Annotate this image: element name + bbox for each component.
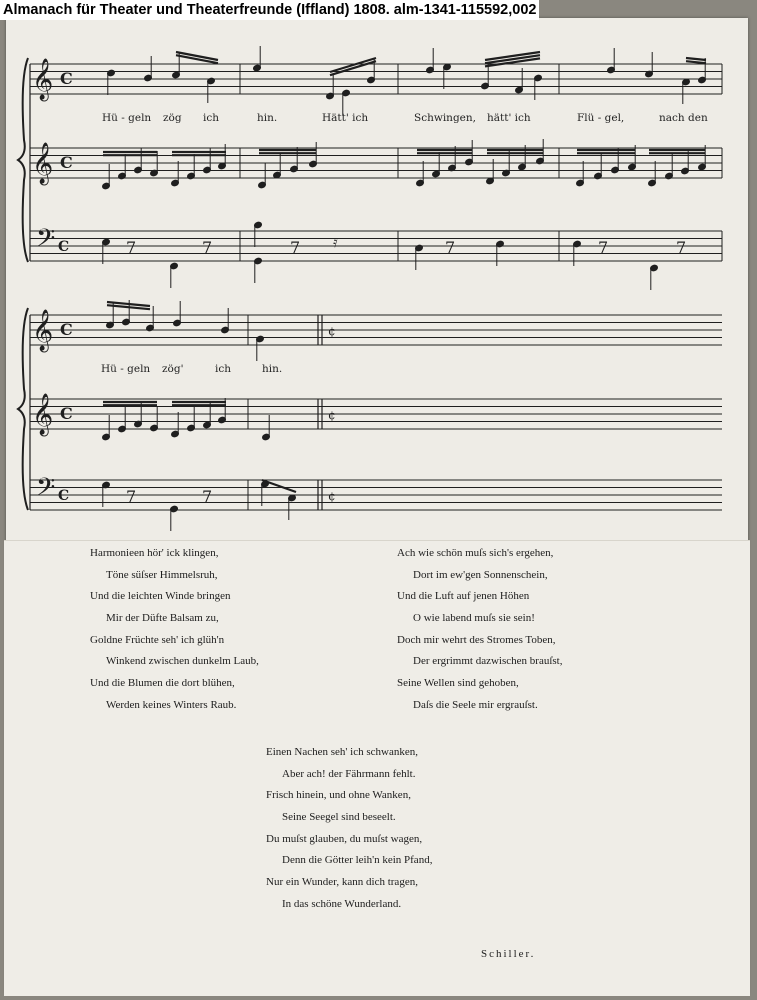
verse-line: Dort im ew'gen Sonnenschein, [413, 568, 548, 581]
sixteenth-rest: 𝄿 [333, 233, 338, 251]
note-beam [686, 58, 706, 60]
treble-clef: 𝄞 [32, 143, 54, 184]
lyric-12: ich [215, 363, 232, 375]
eighth-rest: 7 [126, 238, 137, 257]
poem-left-column [90, 543, 259, 717]
eighth-rest: 7 [598, 238, 609, 257]
lyric-8: Flü - gel, [577, 112, 625, 124]
time-signature: C [60, 404, 73, 423]
lyric-5: Hätt' ich [322, 112, 369, 124]
lyric-2: zög [163, 112, 182, 124]
time-signature: C [58, 239, 70, 255]
verse-line: Und die Blumen die dort blühen, [90, 677, 235, 690]
treble-clef: 𝄞 [32, 59, 54, 100]
system-brace [18, 58, 28, 262]
verse-line: Ach wie schön muſs sich's ergehen, [397, 547, 554, 559]
time-signature: C [60, 69, 73, 88]
verse-line: Der ergrimmt dazwischen brauſst, [413, 655, 563, 668]
verse-line: Aber ach! der Fährmann fehlt. [282, 767, 416, 780]
lyric-13: hin. [262, 363, 283, 375]
image-caption: Almanach für Theater und Theaterfreunde (Iffland) 1808. alm-1341-115592,002 [0, 0, 539, 20]
verse-line: Goldne Früchte seh' ich glüh'n [90, 633, 225, 646]
eighth-rest: 7 [290, 238, 301, 257]
verse-line: Töne süſser Himmelsruh, [106, 568, 218, 581]
note-beam [330, 58, 376, 72]
verse-line: O wie labend muſs sie sein! [413, 612, 535, 625]
lyric-4: hin. [257, 112, 278, 124]
verse-line: Doch mir wehrt des Stromes Toben, [397, 633, 556, 646]
verse-line: Du muſst glauben, du muſst wagen, [266, 832, 423, 845]
time-signature: ¢ [328, 324, 336, 338]
eighth-rest: 7 [126, 487, 137, 506]
bass-clef: 𝄢 [36, 224, 56, 259]
time-signature: ¢ [328, 408, 336, 422]
verse-line: Nur ein Wunder, kann dich tragen, [266, 876, 418, 889]
eighth-rest: 7 [202, 238, 213, 257]
lyric-11: zög' [162, 363, 184, 375]
verse-line: Seine Wellen sind gehoben, [397, 677, 519, 690]
verse-line: Seine Seegel sind beseelt. [282, 811, 396, 824]
time-signature: ¢ [328, 489, 336, 503]
eighth-rest: 7 [676, 238, 687, 257]
verse-line: Einen Nachen seh' ich schwanken, [266, 746, 418, 758]
verse-line: Und die Luft auf jenen Höhen [397, 590, 530, 603]
lyric-1: Hü - geln [102, 112, 152, 124]
verse-line: In das schöne Wunderland. [282, 897, 402, 910]
eighth-rest: 7 [202, 487, 213, 506]
lyric-9: nach den [659, 112, 708, 124]
verse-line: Werden keines Winters Raub. [106, 698, 237, 711]
time-signature: C [58, 488, 70, 504]
verse-line: Daſs die Seele mir ergrauſst. [413, 698, 538, 711]
lyric-6: Schwingen, [414, 112, 476, 124]
lyric-3: ich [203, 112, 220, 124]
poem-final-stanza [266, 742, 432, 916]
verse-line: Winkend zwischen dunkelm Laub, [106, 655, 259, 668]
note-beam [686, 61, 706, 63]
verse-line: Denn die Götter leih'n kein Pfand, [282, 854, 433, 867]
eighth-rest: 7 [445, 238, 456, 257]
system-brace [18, 308, 28, 510]
treble-clef: 𝄞 [32, 394, 54, 435]
verse-line: Mir der Düfte Balsam zu, [106, 612, 219, 625]
time-signature: C [60, 153, 73, 172]
verse-line: Harmonieen hör' ick klingen, [90, 547, 219, 559]
lyric-7: hätt' ich [487, 112, 531, 124]
author-signature: Schiller. [481, 948, 536, 960]
note-beam [330, 61, 376, 75]
lyric-10: Hü - geln [101, 363, 151, 375]
verse-line: Frisch hinein, und ohne Wanken, [266, 789, 411, 802]
treble-clef: 𝄞 [32, 310, 54, 351]
bass-clef: 𝄢 [36, 473, 56, 508]
poem-right-column [397, 543, 562, 717]
time-signature: C [60, 320, 73, 339]
verse-line: Und die leichten Winde bringen [90, 590, 231, 603]
